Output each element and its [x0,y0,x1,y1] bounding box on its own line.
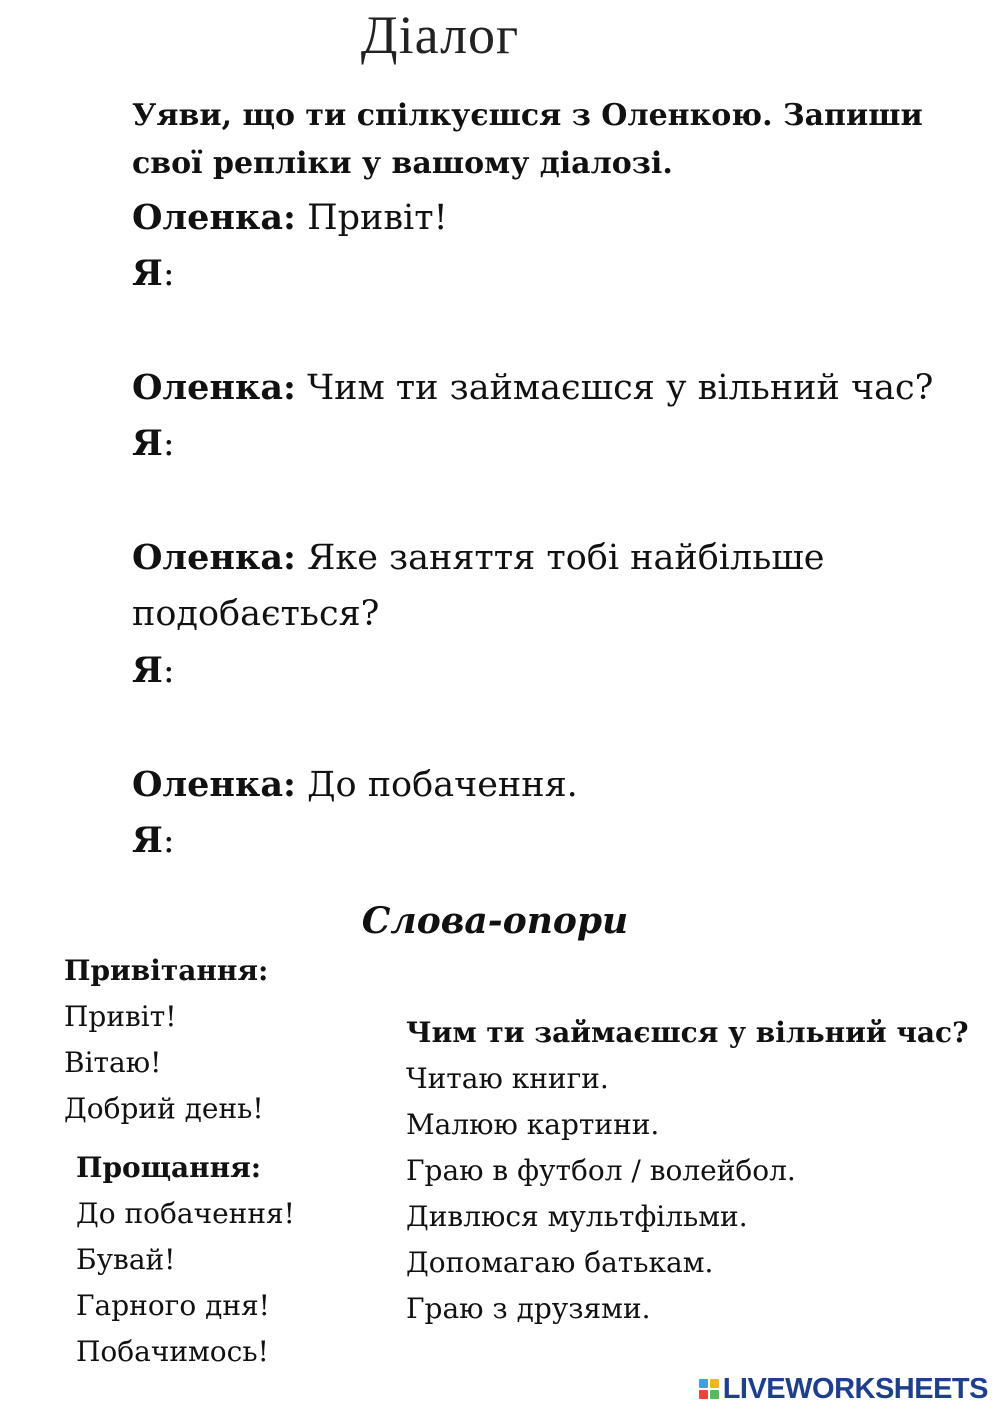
me-colon: : [162,254,175,294]
list-item: Гарного дня! [76,1289,270,1322]
dialog-line-2 [132,360,933,416]
olenka-replica-3: Яке заняття тобі найбільше подобається? [132,538,825,634]
greetings-heading: Привітання: [64,954,269,987]
speaker-label: Оленка: [132,197,296,238]
me-colon: : [162,424,175,464]
list-item: Допомагаю батькам. [406,1246,714,1279]
greetings-list [64,948,268,1132]
me-colon: : [162,821,175,861]
support-words-title: Слова-опори [361,900,629,942]
me-label: Я [132,820,163,861]
olenka-replica-4: До побачення. [307,765,578,805]
dialog-line-3 [132,530,952,642]
answer-field-3[interactable] [172,651,936,693]
list-item: Побачимось! [76,1335,269,1368]
olenka-replica-2: Чим ти займаєшся у вільний час? [307,368,934,408]
list-item: Малюю картини. [406,1108,660,1141]
page-title: Діалог [360,5,520,65]
farewells-heading: Прощання: [76,1151,262,1184]
me-label: Я [132,253,163,294]
list-item: Добрий день! [64,1092,264,1125]
speaker-label: Оленка: [132,764,296,805]
liveworksheets-logo-icon [699,1379,719,1399]
answer-field-2[interactable] [172,424,936,466]
liveworksheets-logo[interactable] [699,1372,988,1406]
me-colon: : [162,651,175,691]
dialog-line-1 [132,190,448,246]
instruction-text: Уяви, що ти спілкуєшся з Оленкою. Запиши свої репліки у вашому діалозі. [132,98,923,181]
answer-field-4[interactable] [172,821,936,863]
me-label: Я [132,423,163,464]
list-item: Граю в футбол / волейбол. [406,1154,796,1187]
my-line-1 [132,246,175,302]
speaker-label: Оленка: [132,537,296,578]
farewells-list [76,1145,295,1375]
speaker-label: Оленка: [132,367,296,408]
hobbies-list [406,1010,969,1332]
list-item: Читаю книги. [406,1062,609,1095]
answer-field-1[interactable] [172,254,936,296]
list-item: Дивлюся мультфільми. [406,1200,748,1233]
my-line-3 [132,643,175,699]
my-line-4 [132,813,175,869]
list-item: Привіт! [64,1000,177,1033]
logo-text: LIVEWORKSHEETS [722,1372,988,1405]
list-item: Вітаю! [64,1046,162,1079]
me-label: Я [132,650,163,691]
my-line-2 [132,416,175,472]
list-item: Граю з друзями. [406,1292,651,1325]
list-item: Бувай! [76,1243,176,1276]
hobbies-heading: Чим ти займаєшся у вільний час? [406,1016,969,1049]
list-item: До побачення! [76,1197,295,1230]
dialog-line-4 [132,757,578,813]
olenka-replica-1: Привіт! [307,198,448,238]
